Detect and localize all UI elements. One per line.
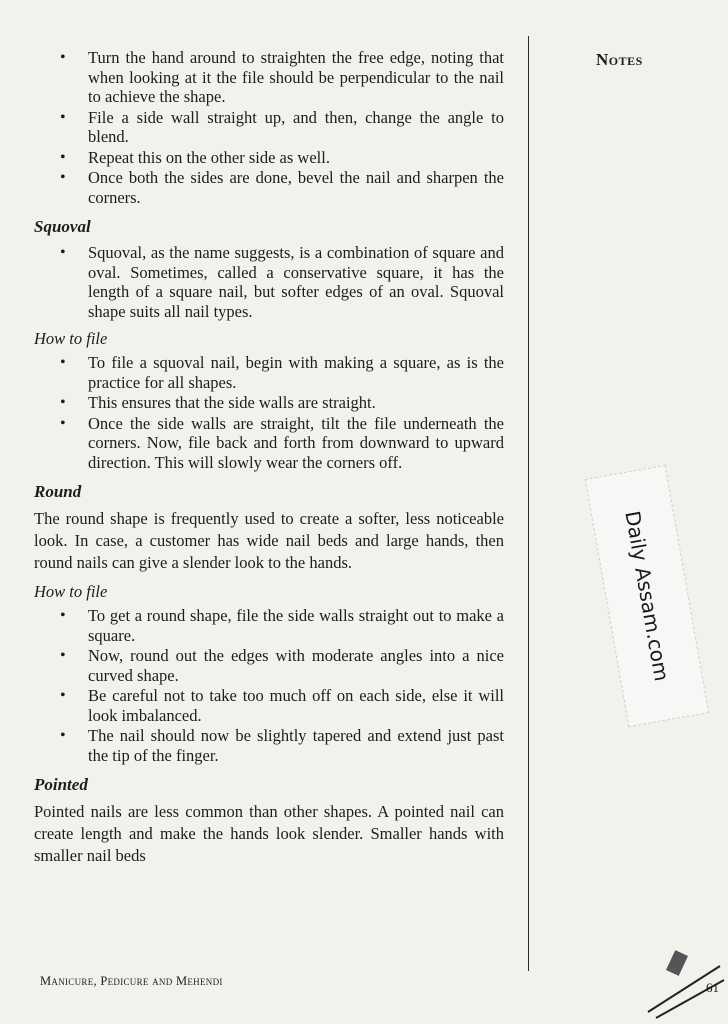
list-item: • The nail should now be slightly tapered and extend just past the tip of the finger. <box>60 726 504 765</box>
section-heading-pointed: Pointed <box>34 775 88 794</box>
bullet-icon: • <box>60 169 66 186</box>
watermark-stamp <box>585 465 710 727</box>
bullet-icon: • <box>60 607 66 624</box>
notes-label: Notes <box>596 50 643 69</box>
bullet-icon: • <box>60 49 66 66</box>
bullet-icon: • <box>60 414 66 432</box>
subheading-how-to-file: How to file <box>34 329 108 348</box>
bullet-icon: • <box>60 108 66 126</box>
list-item: • This ensures that the side walls are straight. <box>60 393 376 412</box>
list-item: • Once the side walls are straight, tilt the file underneath the corners. Now, file back and forth from downward to upward direction. This will slowly wear the corners off. <box>60 413 504 472</box>
main-column <box>34 48 504 867</box>
section-heading-round: Round <box>34 482 82 501</box>
bullet-icon: • <box>60 244 66 261</box>
subheading-how-to-file: How to file <box>34 582 108 601</box>
round-paragraph: The round shape is frequently used to create a softer, less noticeable look. In case, a customer has wide nail beds and large hands, then round nails can give a slender look to the hands. <box>34 509 504 572</box>
list-item: • To file a squoval nail, begin with making a square, as is the practice for all shapes. <box>60 353 504 392</box>
list-item: • Repeat this on the other side as well. <box>60 147 330 167</box>
bullet-icon: • <box>60 647 66 664</box>
list-item: • To get a round shape, file the side walls straight out to make a square. <box>60 606 504 645</box>
squoval-bullet-list <box>34 243 504 321</box>
list-item: • Turn the hand around to straighten the free edge, noting that when looking at it the file should be perpendicular to the nail to achieve the shape. <box>60 48 504 106</box>
bullet-icon: • <box>60 727 66 744</box>
list-item: • Now, round out the edges with moderate angles into a nice curved shape. <box>60 646 504 685</box>
squoval-how-list <box>34 353 504 472</box>
round-how-list <box>34 606 504 765</box>
list-item: • Be careful not to take too much off on each side, else it will look imbalanced. <box>60 686 504 725</box>
top-bullet-list <box>34 48 504 207</box>
page-number: 61 <box>706 980 719 995</box>
list-item: • Once both the sides are done, bevel the nail and sharpen the corners. <box>60 168 504 207</box>
list-item: • File a side wall straight up, and then, change the angle to blend. <box>60 107 504 146</box>
section-heading-squoval: Squoval <box>34 217 91 236</box>
pointed-paragraph: Pointed nails are less common than other shapes. A pointed nail can create length and make the hands look slender. Smaller hands with smaller nail beds <box>34 802 504 865</box>
stamp-text: Daily Assam.com <box>620 509 674 683</box>
bullet-icon: • <box>60 148 66 166</box>
bullet-icon: • <box>60 687 66 704</box>
bullet-icon: • <box>60 394 66 411</box>
page-footer: Manicure, Pedicure and Mehendi <box>40 974 223 988</box>
list-item: • Squoval, as the name suggests, is a combination of square and oval. Sometimes, called a conservative square, it has the length of a square nail, but softer edges of an oval. Squoval shape suits all nail types. <box>60 243 504 321</box>
column-divider <box>528 36 529 971</box>
bullet-icon: • <box>60 354 66 371</box>
